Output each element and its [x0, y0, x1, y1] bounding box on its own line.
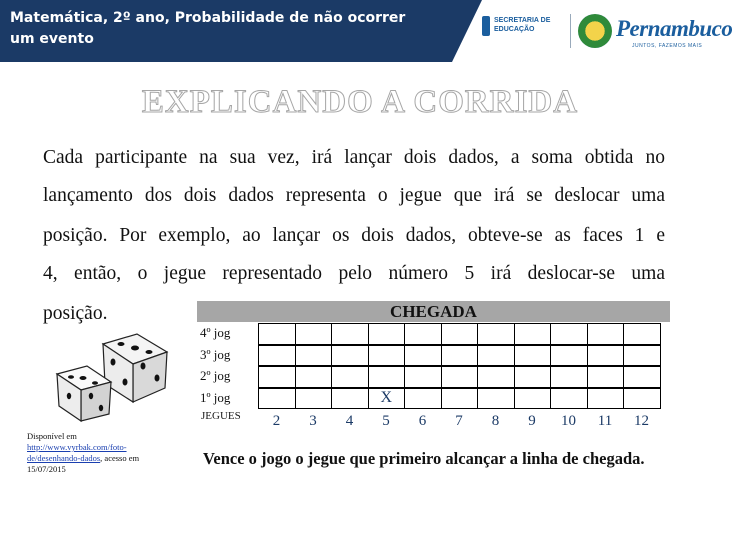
- paragraph-line-1: Cada participante na sua vez, irá lançar dois dados, a soma obtida no: [43, 147, 665, 168]
- race-cell: [587, 323, 625, 345]
- race-cell: [477, 345, 515, 367]
- paragraph-line-4: 4, então, o jegue representado pelo número 5 irá deslocar-se uma: [43, 263, 665, 284]
- race-cell: [477, 366, 515, 388]
- race-cell: [550, 388, 588, 410]
- state-seal-icon: [578, 14, 612, 48]
- race-cell: [587, 366, 625, 388]
- race-row: [197, 366, 670, 388]
- race-cell: [331, 323, 369, 345]
- race-cell: [368, 366, 406, 388]
- race-cell: [258, 345, 296, 367]
- race-row: [197, 345, 670, 367]
- race-cell: [623, 323, 661, 345]
- race-row-label: 1º jog: [197, 388, 258, 410]
- credit-prefix: Disponível em: [27, 431, 77, 441]
- page-title: EXPLICANDO A CORRIDA: [141, 84, 579, 120]
- race-cell: [295, 345, 333, 367]
- race-cell: [441, 345, 479, 367]
- race-cell: [404, 388, 442, 410]
- race-cell: [623, 388, 661, 410]
- paragraph-line-2: lançamento dos dois dados representa o jegue que irá se deslocar uma: [43, 185, 665, 206]
- secretaria-mark-icon: [482, 16, 490, 36]
- position-mark: X: [380, 389, 393, 406]
- logo-separator: [570, 14, 571, 48]
- race-row-label: 4º jog: [197, 323, 258, 345]
- jegue-number-row: [197, 413, 670, 433]
- paragraph-line-3: posição. Por exemplo, ao lançar os dois dados, obteve-se as faces 1 e: [43, 225, 665, 246]
- jegue-number: 7: [455, 413, 463, 429]
- logo-dept-text: SECRETARIA DE EDUCAÇÃO: [494, 17, 551, 33]
- race-cell: [441, 323, 479, 345]
- race-cell: [331, 388, 369, 410]
- race-row: [197, 323, 670, 345]
- race-cell: [550, 366, 588, 388]
- government-logo: [482, 10, 732, 54]
- race-cell: [404, 345, 442, 367]
- jegue-number: 6: [418, 413, 427, 429]
- race-cell: [368, 388, 406, 410]
- race-cell: [295, 388, 333, 410]
- race-row-label: 3º jog: [197, 345, 258, 367]
- race-row: [197, 388, 670, 410]
- race-cell: [623, 345, 661, 367]
- image-credit: [27, 431, 177, 475]
- race-cell: [514, 366, 552, 388]
- race-cell: [258, 366, 296, 388]
- race-cell: [295, 366, 333, 388]
- race-cell: [550, 323, 588, 345]
- race-cell: [477, 388, 515, 410]
- jegue-number: 5: [382, 413, 390, 429]
- jegues-label: JEGUES: [201, 410, 241, 422]
- race-cell: [514, 388, 552, 410]
- jegue-number: 9: [528, 413, 536, 429]
- header-title: Matemática, 2º ano, Probabilidade de não ocorrer um evento: [10, 10, 406, 47]
- race-cell: [258, 323, 296, 345]
- race-cell: [550, 345, 588, 367]
- race-cell: [587, 388, 625, 410]
- header: [0, 0, 732, 62]
- paragraph-line-5: posição.: [43, 303, 108, 324]
- race-cell: [331, 366, 369, 388]
- race-cell: [623, 366, 661, 388]
- race-cell: [295, 323, 333, 345]
- race-cell: [404, 366, 442, 388]
- jegue-number: 4: [345, 413, 354, 429]
- jegue-number: 3: [309, 413, 317, 429]
- race-cell: [368, 345, 406, 367]
- jegue-number: 8: [491, 413, 500, 429]
- race-cell: [441, 388, 479, 410]
- conclusion-text: Vence o jogo o jegue que primeiro alcançar a linha de chegada.: [203, 449, 645, 468]
- logo-state-text: Pernambuco: [616, 16, 732, 41]
- race-cell: [477, 323, 515, 345]
- finish-line-bar: CHEGADA: [197, 301, 670, 322]
- race-cell: [258, 388, 296, 410]
- logo-tagline: JUNTOS, FAZEMOS MAIS: [632, 43, 703, 49]
- race-cell: [587, 345, 625, 367]
- credit-suffix: , acesso em 15/07/2015: [27, 453, 140, 474]
- race-cell: [404, 323, 442, 345]
- race-cell: [514, 345, 552, 367]
- header-band: [0, 0, 452, 62]
- race-cell: [368, 323, 406, 345]
- race-cell: [514, 323, 552, 345]
- race-cell: [441, 366, 479, 388]
- jegue-number: 10: [561, 413, 576, 429]
- race-row-label: 2º jog: [197, 366, 258, 388]
- dice-illustration-icon: [55, 330, 175, 422]
- jegue-number: 11: [597, 413, 613, 429]
- jegue-number: 2: [272, 413, 281, 429]
- race-cell: [331, 345, 369, 367]
- credit-link[interactable]: http://www.vyrbak.com/foto-de/desenhando-dados: [27, 442, 127, 463]
- jegue-number: 12: [634, 413, 649, 429]
